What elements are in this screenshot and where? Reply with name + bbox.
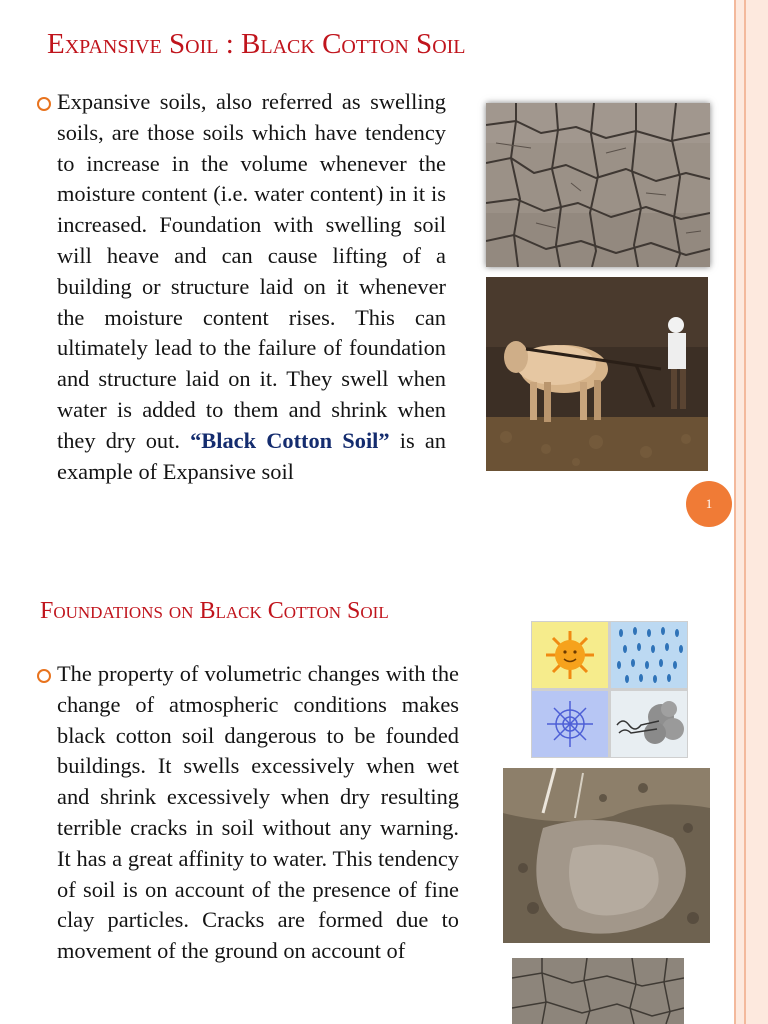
paragraph-text-end: is an example of Expansive soil <box>57 427 446 484</box>
bullet-icon <box>37 669 51 683</box>
section-title: Foundations on Black Cotton Soil <box>40 598 389 624</box>
muddy-soil-photo <box>503 768 710 943</box>
weather-icons-graphic <box>531 621 688 758</box>
body-paragraph <box>57 87 446 487</box>
sun-icon <box>546 631 594 679</box>
emphasis-text: “Black Cotton Soil” <box>190 427 390 453</box>
page-number-badge: 1 <box>686 481 732 527</box>
cracked-soil-photo-small <box>512 958 684 1024</box>
body-paragraph: The property of volumetric changes with the change of atmospheric conditions makes black cotton soil dangerous to be founded buildings. It swells excessively when wet and shrink excessively when dry resulting terrible cracks in soil without any warning. It has a great affinity to water. This tendency of soil is on account of the presence of fine clay particles. Cracks are formed due to movement of the ground on account of <box>57 661 459 964</box>
cracked-soil-photo <box>486 103 710 267</box>
decorative-side-border <box>734 0 768 1024</box>
bullet-icon <box>37 97 51 111</box>
paragraph-text: Expansive soils, also referred as swelling soils, are those soils which have tendency to increase in the volume whenever the moisture content (i.e. water content) in it is increased. Foundation with swelling soil will heave and can cause lifting of a building or structure laid on it whenever the moisture content rises. This can ultimately lead to the failure of foundation and structure laid on it. They swell when water is added to them and shrink when they dry out. <box>57 89 446 453</box>
bullock-plough-photo <box>486 277 708 471</box>
slide-title: Expansive Soil : Black Cotton Soil <box>47 28 466 60</box>
